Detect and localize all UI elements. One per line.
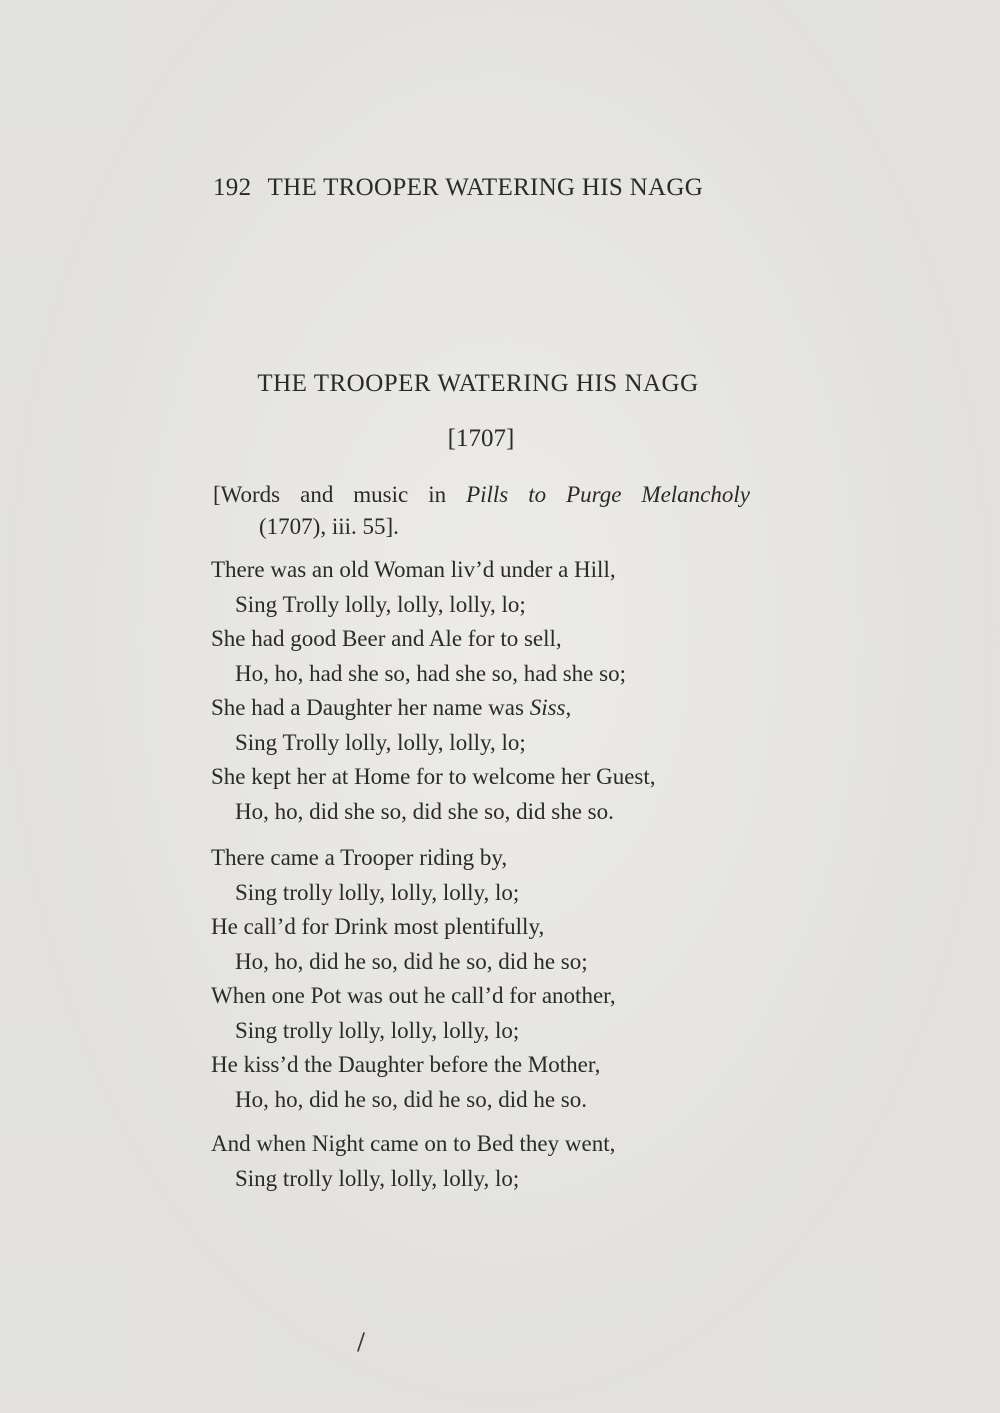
verse-line: There was an old Woman liv’d under a Hill, (211, 557, 616, 582)
daughter-name: Siss (529, 695, 566, 720)
verse-line: Sing trolly lolly, lolly, lolly, lo; (235, 1017, 520, 1043)
running-head (213, 174, 703, 202)
verse-line: Sing trolly lolly, lolly, lolly, lo; (235, 879, 520, 905)
verse-line: He kiss’d the Daughter before the Mother, (211, 1052, 601, 1077)
verse-line: She had a Daughter her name was Siss, (211, 695, 572, 720)
poem-title: THE TROOPER WATERING HIS NAGG (257, 370, 699, 397)
verse-line: Ho, ho, did he so, did he so, did he so; (235, 948, 588, 974)
verse-line: Sing Trolly lolly, lolly, lolly, lo; (235, 729, 526, 755)
page-number: 192 (213, 174, 252, 201)
verse-line: She had good Beer and Ale for to sell, (211, 626, 562, 651)
verse-line: Ho, ho, did he so, did he so, did he so. (235, 1086, 588, 1112)
verse-line: She kept her at Home for to welcome her Guest, (211, 764, 656, 789)
source-note-work: Pills to Purge Melancholy (466, 482, 750, 507)
verse-line: Sing Trolly lolly, lolly, lolly, lo; (235, 591, 526, 617)
source-note-line-1 (213, 479, 750, 511)
verse-line: There came a Trooper riding by, (211, 845, 508, 870)
stanza-3 (211, 1127, 771, 1196)
verse-line: Sing trolly lolly, lolly, lolly, lo; (235, 1165, 520, 1191)
source-note-line-2: (1707), iii. 55]. (259, 514, 399, 539)
running-head-title: THE TROOPER WATERING HIS NAGG (267, 174, 704, 201)
signature-mark (354, 1330, 368, 1354)
poem-date: [1707] (447, 425, 515, 452)
stanza-1 (211, 553, 771, 829)
source-note-prefix: [Words and music in (213, 482, 467, 507)
source-note (213, 479, 753, 543)
verse-line: Ho, ho, had she so, had she so, had she so; (235, 660, 626, 686)
verse-line: He call’d for Drink most plentifully, (211, 914, 545, 939)
verse-line: Ho, ho, did she so, did she so, did she so. (235, 798, 614, 824)
stanza-2 (211, 841, 771, 1117)
verse-line: And when Night came on to Bed they went, (211, 1131, 616, 1156)
verse-line: When one Pot was out he call’d for another, (211, 983, 616, 1008)
